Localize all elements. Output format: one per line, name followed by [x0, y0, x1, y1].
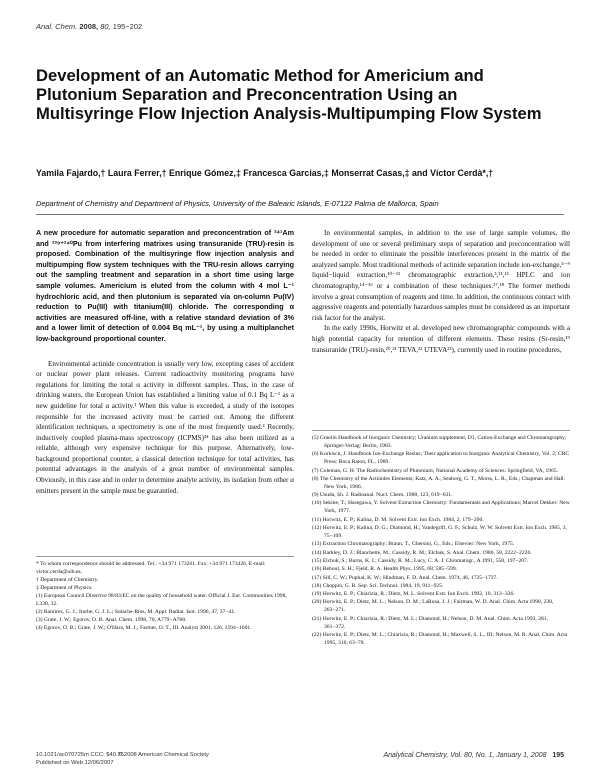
- reference-item: (20) Horwitz, E. P.; Dietz, M. L.; Nelson, D. M.; LaRosa, J. J.; Fairman, W. D. Anal. Chim. Acta 1990, 238, 263−271.: [312, 599, 554, 614]
- reference-item: (11) Horwitz, E. P.; Kalina, D. M. Solvent Extr. Ion Exch. 1984, 2, 179−200.: [312, 516, 484, 523]
- reference-item: (16) Reboul, S. H.; Fjeld, R. A. Health Phys. 1995, 68, 585−599.: [312, 566, 458, 573]
- reference-item: (17) Sill, C. W.; Puphal, K. W.; Hindman, F. D. Anal. Chem. 1974, 46, 1725−1737.: [312, 574, 498, 581]
- journal-year: 2008,: [79, 22, 99, 31]
- reference-item: (12) Horwitz, E. P.; Kalina, D. G.; Diamond, H.; Vandegrift, G. F.; Schulz, W. W. Solvent Extr. Ion Exch. 1985, 3, 75−109.: [312, 525, 567, 540]
- reference-item: (8) The Chemistry of the Actinides Elements; Katz, A. A., Seaborg, G. T., Morss, L. R., Eds.; Chapman and Hall: New York, 1986.: [312, 475, 566, 490]
- footer-journal-line: Analytical Chemistry, Vol. 80, No. 1, January 1, 2008: [383, 752, 547, 759]
- reference-item: (19) Horwitz, E. P.; Chiarizia, R.; Dietz, M. L. Solvent Extr. Ion Exch. 1992, 10, 313−336.: [312, 591, 515, 598]
- footer-doi-block: [36, 752, 124, 767]
- footer-journal: [383, 752, 564, 759]
- footnote: (2) Ramírez, G. J.; Iturbe, G. J. L.; Solache-Ríos, M. Appl. Radiat. Isot. 1996, 47, 37−41.: [36, 609, 236, 615]
- footnote: (3) Grate, J. W.; Egorov, O. B. Anal. Chem. 1998, 70, A779−A788.: [36, 617, 187, 623]
- author-list: Yamila Fajardo,† Laura Ferrer,† Enrique Gómez,‡ Francesca Garcias,‡ Monserrat Casas,‡ and Víctor Cerdà*,†: [36, 168, 494, 178]
- left-column: [36, 228, 294, 496]
- reference-item: (5) Gmelin Handbook of Inorganic Chemistry; Uranium supplement, D1, Cation-Exchange and Chromatography; Springer-Verlag: Berlin, 1983.: [312, 435, 567, 449]
- reference-item: (15) Elchuk, S.; Burns, K. I.; Cassidy, R. M.; Lucy, C. A. J. Chromatogr., A 1991, 558, 197−207.: [312, 557, 529, 564]
- header-divider: [36, 214, 564, 215]
- footnote: (4) Egorov, O. B.; Grate, J. W.; O'Hara, M. J.; Farmer, O. T., III. Analyst 2001, 126, 1594−1601.: [36, 625, 252, 631]
- intro-paragraph: Environmental actinide concentration is usually very low, excepting cases of accident or nuclear power plant releases. Current radioactivity monitoring programs have regulations for limiting the total α activity in different samples. Thus, in the case of drinking waters, the European Union has established a limiting value of 0.1 Bq L⁻¹ as a new guideline for total α activity.¹ When this value is exceeded, a study of the isotopes responsible for the increased activity must be carried out. Among the different identification techniques, α spectrometry is one of the most frequently used.² Recently, inductively coupled plasma-mass spectroscopy (ICPMS)³⁴ has also been utilized as a reliable, although very expensive technique for this purpose. Alternatively, low-background proportional counter, a classical detection technique for total activities, has potential advantages in the analysis of a great number of environmental samples. Obviously, in this case and in order to determine analyte activity, its isolation from other α emitters present in the sample must be guarantied.: [36, 359, 294, 495]
- body-paragraph-1: In environmental samples, in addition to the use of large sample volumes, the development of one or several preliminary steps of separation and preconcentration will be needed in order to eliminate the possible interferences present in the matrix of the analyzed sample. Most traditional methods of actinide separation include ion-exchange,⁵⁻⁹ liquid−liquid extraction,¹⁰⁻¹² chromatographic extraction,³,¹¹,¹³ HPLC and ion chromatography,¹⁴⁻¹⁶ or a combination of these techniques.¹⁷,¹⁸ The former methods involve a great consumption of reagents and time. In addition, the continuous contact with aggressive reagents and potentially hazardous samples must be considered as an important risk factor for the analyst.: [312, 229, 570, 322]
- footer-published: Published on Web 12/06/2007: [36, 759, 114, 766]
- reference-item: (14) Barkley, D. J.; Blanchette, M.; Cassidy, R. M.; Elchuk, S. Anal. Chem. 1986, 58, 2222−2226.: [312, 549, 532, 556]
- footnotes: [36, 560, 294, 632]
- page-number: 195: [552, 752, 564, 759]
- reference-item: (21) Horwitz, E. P.; Chiarizia, R.; Dietz, M. L.; Diamond, H.; Nelson, D. M. Anal. Chim. Acta 1993, 281, 361−372.: [312, 615, 548, 630]
- abstract: A new procedure for automatic separation and preconcentration of ²⁴¹Am and ²³⁹⁺²⁴⁰Pu from interfering matrixes using transuranide (TRU)-resin is proposed. Combination of the multisyringe flow injection analysis and multipumping flow system techniques with the TRU-resin allows carrying out the sampling treatment and separation in a short time using large sample volumes. Americium is eluted from the column with 4 mol L⁻¹ hydrochloric acid, and then plutonium is separated via on-column Pu(IV) reduction to Pu(III) with titanium(III) chloride. The corresponding α activities are measured off-line, with a relative standard deviation of 3% and a lower limit of detection of 0.004 Bq mL⁻¹, by using a multiplanchet low-background proportional counter.: [36, 228, 294, 343]
- footer-copyright: © 2008 American Chemical Society: [118, 752, 209, 758]
- footer-doi: 10.1021/ac070725m CCC: $40.75: [36, 752, 124, 758]
- right-column: [312, 228, 570, 355]
- reference-list: [312, 434, 570, 647]
- footnote: ‡ Department of Physics.: [36, 585, 93, 591]
- reference-item: (6) Korkisch, J. Handbook Ion-Exchange Resins; Their application to Inorganic Analytical Chemistry, Vol. 2; CRC Press: Boca Raton, FL, 1989.: [312, 451, 570, 466]
- footnote: (1) European Council Directive 98/83/EC on the quality of household water. Official J. Eur. Communities 1998, L330, 32.: [36, 593, 287, 607]
- footnote: † Department of Chemistry.: [36, 577, 99, 583]
- article-title: Development of an Automatic Method for Americium and Plutonium Separation and Preconcentration Using an Multisyringe Flow Injection Analysis-Multipumping Flow System: [36, 66, 542, 123]
- footnote-divider: [36, 556, 294, 557]
- body-paragraph-2: In the early 1990s, Horwitz et al. developed new chromatographic compounds with a high potential capacity for retention of different elements. These resins (Sr-resin,¹⁹ transuranide (TRU)-resin,²⁰,²¹ TEVA,²² UTEVA²³), currently used in routine procedures,: [312, 324, 570, 354]
- reference-item: (7) Coleman, G. H. The Radiochemistry of Plutonium; National Academy of Sciences: Springfield, VA, 1965.: [312, 467, 559, 474]
- references-divider: [312, 430, 570, 431]
- affiliation: Department of Chemistry and Department of Physics, University of the Balearic Islands, E-07122 Palma de Mallorca, Spain: [36, 199, 439, 208]
- journal-abbrev: Anal. Chem.: [36, 22, 78, 31]
- journal-volume: 80,: [100, 22, 111, 31]
- footnote: * To whom correspondence should be addressed. Tel.: +34 971 173261. Fax: +34 971 173426. E-mail: victor.cerda@uib.es.: [36, 561, 266, 575]
- reference-item: (22) Horwitz, E. P.; Dietz, M. L.; Chiarizia, R.; Diamond, H.; Maxwell, S. L., III; Nelson, M. R. Anal. Chim. Acta 1995, 310, 63−78.: [312, 632, 568, 647]
- journal-pages: 195−202: [112, 22, 143, 31]
- reference-item: (18) Choppin, G. R. Sep. Sci. Technol. 1984, 19, 911−925.: [312, 582, 444, 589]
- reference-item: (13) Extraction Chromatography; Braun, T., Ghersini, G., Eds.; Elsevier: New York, 1975.: [312, 541, 515, 548]
- reference-item: (10) Sekine, T.; Hasegawa, Y. Solvent Extraction Chemistry: Fundamentals and Applications; Marcel Dekker: New York, 1977.: [312, 500, 570, 515]
- reference-item: (9) Usuda, Sh. J. Radioanal. Nucl. Chem. 1988, 123, 619−631.: [312, 492, 453, 499]
- journal-citation: [36, 22, 142, 31]
